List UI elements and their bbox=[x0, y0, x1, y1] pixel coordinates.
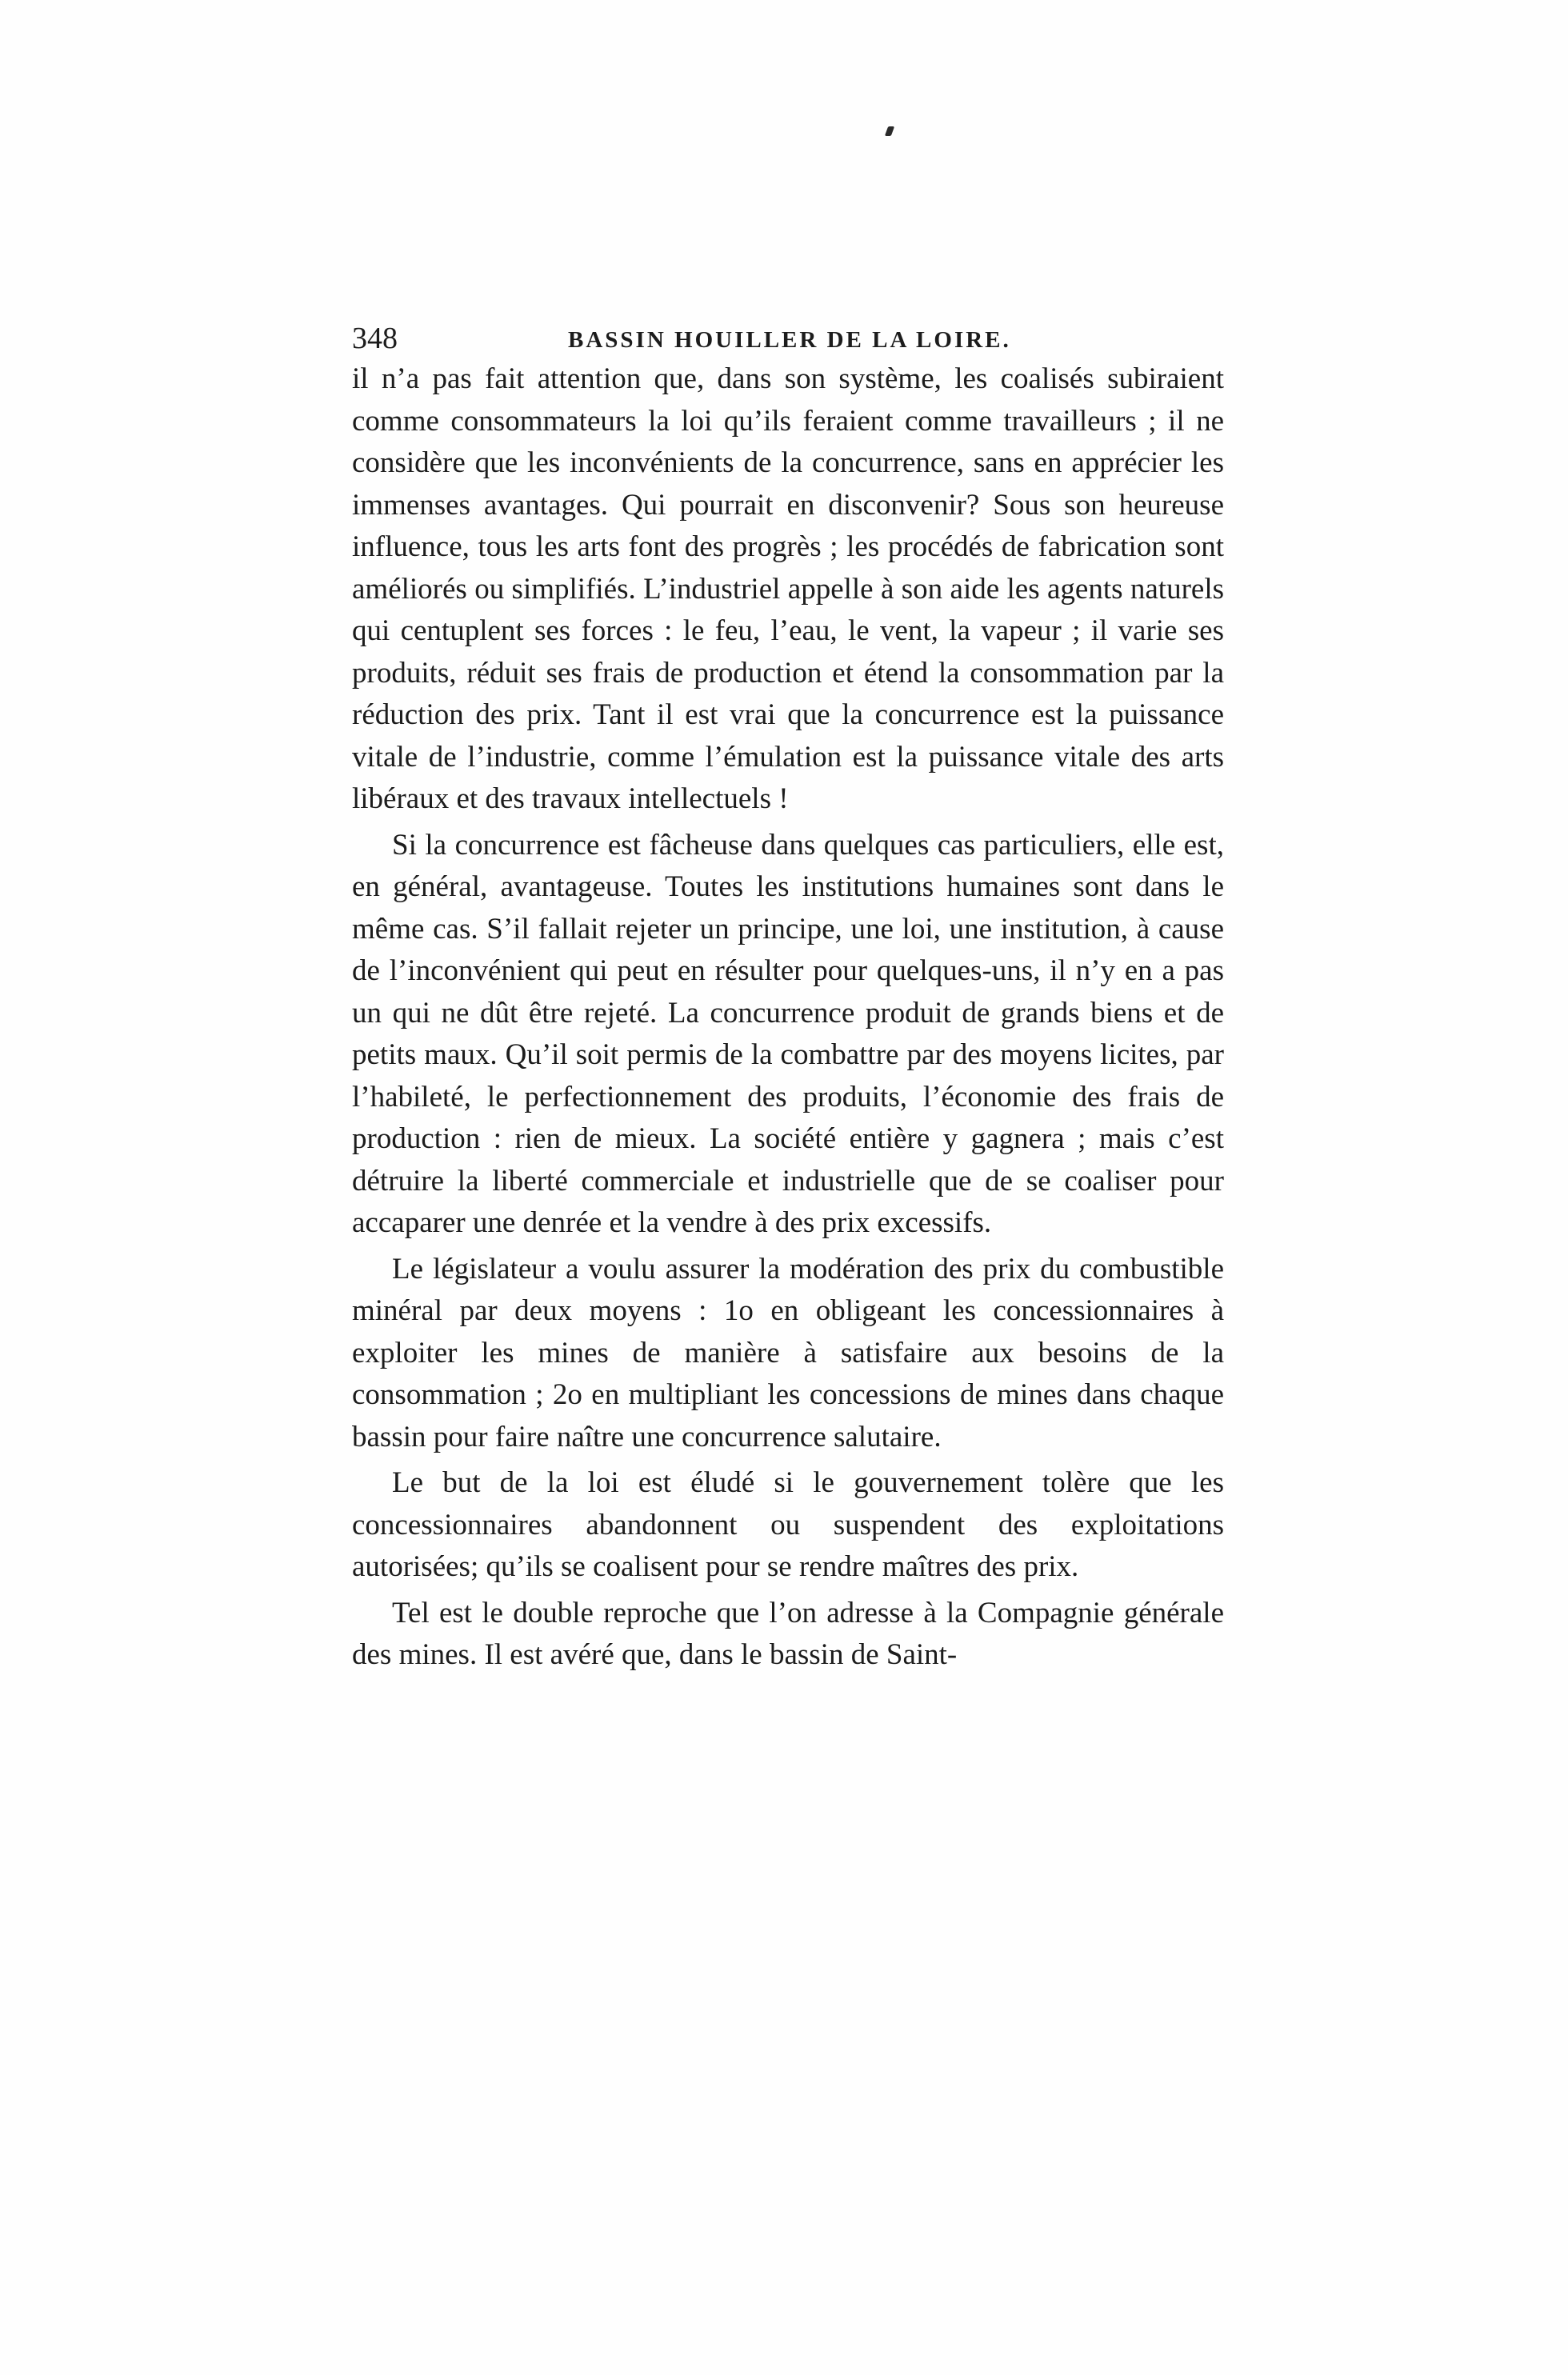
paragraph-4: Le but de la loi est éludé si le gouvernement tolère que les concessionnaires abandonnent ou suspendent des exploitations autorisées; qu’ils se coalisent pour se rendre maîtres des prix. bbox=[352, 1466, 1224, 1583]
paragraph-2: Si la concurrence est fâcheuse dans quelques cas particuliers, elle est, en général, avantageuse. Toutes les institutions humaines sont dans le même cas. S’il fallait rejeter un principe, une loi, une institution, à cause de l’inconvénient qui peut en résulter pour quelques-uns, il n’y en a pas un qui ne dût être rejeté. La concurrence produit de grands biens et de petits maux. Qu’il soit permis de la combattre par des moyens licites, par l’habileté, le perfectionnement des produits, l’économie des frais de production : rien de mieux. La société entière y gagnera ; mais c’est détruire la liberté commerciale et industrielle que de se coaliser pour accaparer une denrée et la vendre à des prix excessifs. bbox=[352, 828, 1224, 1239]
page-number: 348 bbox=[352, 322, 398, 355]
paragraph-3: Le législateur a voulu assurer la modération des prix du combustible minéral par deux moyens : 1o en obligeant les concessionnaires à exploiter les mines de manière à satisfaire aux besoins de la consommation ; 2o en multipliant les concessions de mines dans chaque bassin pour faire naître une concurrence salutaire. bbox=[352, 1252, 1224, 1453]
paragraph-1: il n’a pas fait attention que, dans son système, les coalisés subiraient comme consommateurs la loi qu’ils feraient comme travailleurs ; il ne considère que les inconvénients de la concurrence, sans en apprécier les immenses avantages. Qui pourrait en disconvenir? Sous son heureuse influence, tous les arts font des progrès ; les procédés de fabrication sont améliorés ou simplifiés. L’industriel appelle à son aide les agents naturels qui centuplent ses forces : le feu, l’eau, le vent, la vapeur ; il varie ses produits, réduit ses frais de production et étend la consommation par la réduction des prix. Tant il est vrai que la concurrence est la puissance vitale de l’industrie, comme l’émulation est la puissance vitale des arts libéraux et des travaux intellectuels ! bbox=[352, 362, 1224, 815]
paragraph-5: Tel est le double reproche que l’on adresse à la Compagnie générale des mines. Il est avéré que, dans le bassin de Saint- bbox=[352, 1596, 1224, 1671]
ink-speck bbox=[885, 126, 894, 136]
body-text bbox=[352, 358, 1224, 1681]
page-header bbox=[352, 318, 1224, 358]
running-title: BASSIN HOUILLER DE LA LOIRE. bbox=[568, 327, 1011, 353]
